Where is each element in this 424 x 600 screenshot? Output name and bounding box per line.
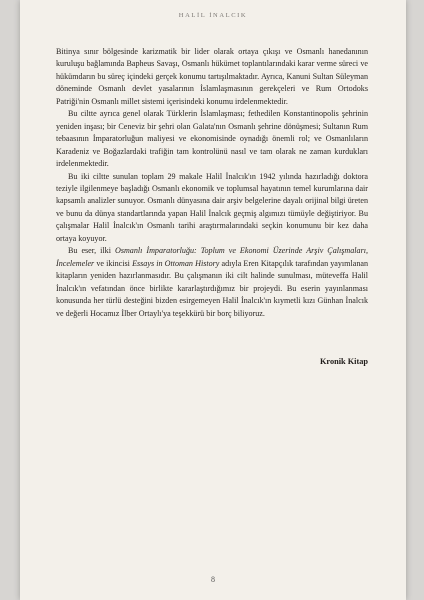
publisher-signature: Kronik Kitap	[319, 357, 368, 366]
paragraph-4-text-b: ve ikincisi	[94, 258, 133, 268]
body-text	[56, 46, 368, 320]
paragraph-4-text-a: Bu eser, ilki	[68, 246, 115, 256]
paragraph-1: Bitinya sınır bölgesinde karizmatik bir lider olarak ortaya çıkışı ve Osmanlı hanedanının kuruluşu bağlamında Bapheus Savaşı, Osmanlı hükümet toplantılarındaki karar verme süreci ve hükümdarın bu süreç içindeki gerçek konumu tartışılmaktadır. Ayrıca, Kanuni Sultan Süleyman döneminde Osmanlı devlet yasalarının İslamlaşmasının gerekçeleri ve Rum Ortodoks Patriği'nin Osmanlı millet sistemi içerisindeki konumu irdelenmektedir.	[56, 47, 368, 106]
paragraph-2: Bu ciltte ayrıca genel olarak Türklerin İslamlaşması; fethedilen Konstantinopolis şehrinin yeniden inşası; bir Ceneviz bir şehri olan Galata'nın Osmanlı şehrine dönüşmesi; Sultanın Rum tebaasının İmparatorluğun maliyesi ve ekonomisinde oynadığı önemli rol; ve Osmanlıların Karadeniz ve Boğazlardaki trafiğin tam kontrolünü nasıl ve tam olarak ne zaman kurdukları irdelenmektedir.	[56, 109, 368, 169]
paragraph-3: Bu iki ciltte sunulan toplam 29 makale Halil İnalcık'ın 1942 yılında hazırladığı doktora teziyle ilgilenmeye başladığı Osmanlı ekonomik ve toplumsal hayatının temel kurumlarına dair kapsamlı analizler sunuyor. Osmanlı dünyasına dair arşiv belgelerine dayalı orijinal bilgi üreten ve bunu da dünya standartlarında yapan Halil İnalcık geçmiş algımızı tümüyle değiştiriyor. Bu çalışmalar Halil İnalcık'ın Osmanlı tarihi araştırmalarındaki seçkin konumunu bir kez daha ortaya koyuyor.	[56, 171, 368, 243]
page-number: 8	[211, 575, 215, 584]
paragraph-4-text-c: adıyla Eren Kitapçılık tarafından yayımlanan kitapların yeniden hazırlanmasıdır. Bu çalışmanın iki cilt halinde sunulması, müteveffa Halil İnalcık'ın vefatından önce birlikte kararlaştırdığımız bir projeydi. Bu eserin yayınlanması konusunda her türlü desteğini bizden esirgemeyen Halil İnalcık'ın kıymetli kızı Günhan İnalcık ve değerli Hocamız İlber Ortaylı'ya teşekkürü bir borç biliyoruz.	[56, 258, 369, 318]
book-title-1: Osmanlı İmparatorluğu: Toplum ve Ekonomi Üzerinde Arşiv Çalışmaları, İncelemeler	[56, 246, 368, 268]
running-head: HALİL İNALCIK	[178, 12, 248, 19]
paragraph-4	[56, 245, 368, 320]
book-title-2: Essays in Ottoman History	[132, 258, 220, 268]
book-page	[20, 0, 406, 600]
